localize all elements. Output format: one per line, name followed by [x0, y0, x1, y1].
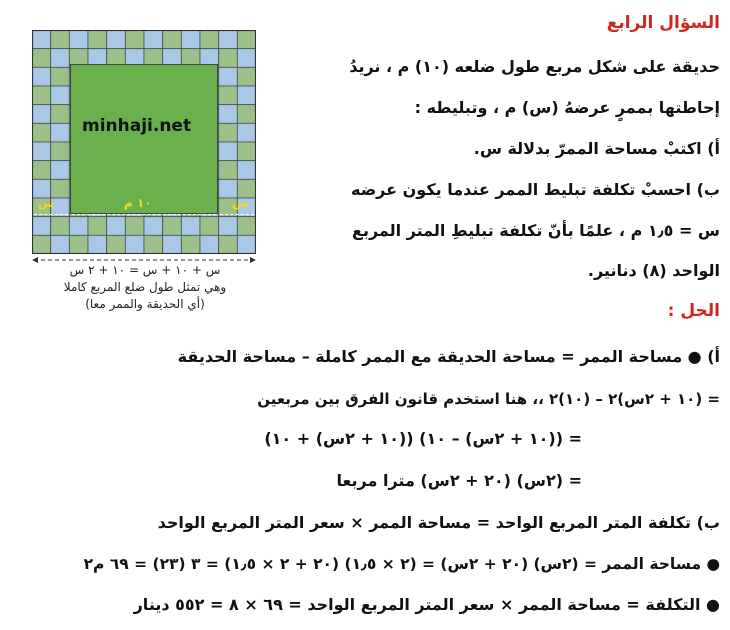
tile	[51, 235, 70, 254]
tile	[32, 30, 51, 49]
tile	[219, 235, 238, 254]
question-line-1: حديقة على شكل مربع طول ضلعه (١٠) م ، نريدُ	[349, 57, 720, 76]
solution-a-line-1: أ) ● مساحة الممر = مساحة الحديقة مع الممر كاملة – مساحة الحديقة	[177, 347, 720, 366]
tile	[219, 49, 238, 68]
figure-caption	[20, 262, 270, 313]
tile	[51, 30, 70, 49]
tile	[51, 123, 70, 142]
tile	[237, 161, 256, 180]
tile	[163, 235, 182, 254]
garden-area	[70, 64, 218, 214]
tile	[51, 161, 70, 180]
tile	[219, 67, 238, 86]
tile	[219, 217, 238, 236]
tile	[107, 235, 126, 254]
tile	[144, 217, 163, 236]
tile	[181, 235, 200, 254]
tile	[32, 49, 51, 68]
tile	[107, 30, 126, 49]
tile	[200, 235, 219, 254]
tile	[125, 217, 144, 236]
tile	[69, 30, 88, 49]
tile	[237, 49, 256, 68]
solution-a-line-4: = (٢س) (٢٠ + ٢س) مترا مربعا	[336, 471, 582, 490]
dimension-arrow-right	[220, 214, 254, 215]
solution-a-line-2: = (١٠ + ٢س)٢ – (١٠)٢ ،، هنا استخدم قانون الفرق بين مربعين	[257, 390, 720, 408]
solution-b-line-3: ● التكلفة = مساحة الممر × سعر المتر المربع الواحد = ٦٩ × ٨ = ٥٥٢ دينار	[133, 595, 720, 614]
question-line-3: أ) اكتبْ مساحة الممرّ بدلالة س.	[473, 139, 720, 158]
tile	[107, 217, 126, 236]
solution-title: الحل :	[667, 301, 720, 321]
question-line-4: ب) احسبْ تكلفة تبليط الممر عندما يكون عرضه	[351, 180, 720, 199]
tile	[163, 217, 182, 236]
tile	[51, 86, 70, 105]
tile	[51, 142, 70, 161]
caption-line-3: (أي الحديقة والممر معا)	[85, 297, 205, 311]
tile	[237, 67, 256, 86]
garden-figure	[32, 30, 256, 254]
tile	[200, 30, 219, 49]
solution-b-line-2: ● مساحة الممر = (٢س) (٢٠ + ٢س) = (٢ × ١٫٥) (٢٠ + ٢ × ١٫٥) = ٣ (٢٣) = ٦٩ م٢	[83, 555, 720, 573]
question-line-5: س = ١٫٥ م ، علمًا بأنّ تكلفة تبليطِ المتر المربع	[352, 221, 720, 240]
tile	[32, 86, 51, 105]
tile	[144, 235, 163, 254]
tile	[88, 217, 107, 236]
tile	[237, 217, 256, 236]
tile	[32, 217, 51, 236]
tile	[32, 105, 51, 124]
tile	[219, 123, 238, 142]
tile	[125, 235, 144, 254]
question-line-6: الواحد (٨) دنانير.	[587, 261, 720, 280]
tile	[125, 30, 144, 49]
tile	[237, 235, 256, 254]
tile	[219, 161, 238, 180]
caption-line-1: س + ١٠ + س = ١٠ + ٢ س	[69, 263, 221, 277]
tile	[237, 142, 256, 161]
tile	[32, 235, 51, 254]
tile	[32, 67, 51, 86]
tile	[237, 86, 256, 105]
tile	[88, 30, 107, 49]
tile	[88, 235, 107, 254]
caption-line-2: وهي تمثل طول ضلع المربع كاملا	[63, 280, 227, 294]
tile	[69, 235, 88, 254]
watermark: minhaji.net	[82, 116, 192, 136]
dimension-arrow-left	[34, 214, 68, 215]
tile	[219, 86, 238, 105]
question-line-2: إحاطتها بممرٍ عرضهُ (س) م ، وتبليطه :	[414, 98, 720, 117]
tile	[51, 67, 70, 86]
tile	[237, 30, 256, 49]
tile	[181, 217, 200, 236]
solution-a-line-3: = ((١٠ + ٢س) – ١٠) ((١٠ + ٢س) + ١٠)	[264, 429, 582, 448]
path-width-label-right: س	[232, 196, 249, 210]
tile	[144, 30, 163, 49]
tile	[219, 142, 238, 161]
tile	[237, 123, 256, 142]
tile	[219, 30, 238, 49]
garden-side-label: ١٠ م	[124, 196, 152, 210]
tile	[69, 217, 88, 236]
tile	[163, 30, 182, 49]
solution-b-line-1: ب) تكلفة المتر المربع الواحد = مساحة الممر × سعر المتر المربع الواحد	[157, 513, 720, 532]
tile	[219, 105, 238, 124]
tile	[32, 161, 51, 180]
tile	[181, 30, 200, 49]
tile	[237, 105, 256, 124]
tile	[51, 217, 70, 236]
tile	[32, 123, 51, 142]
path-width-label-left: س	[38, 196, 55, 210]
dimension-arrow-middle	[72, 214, 216, 215]
tile	[51, 49, 70, 68]
tile	[32, 142, 51, 161]
tile	[200, 217, 219, 236]
tile	[51, 105, 70, 124]
question-title: السؤال الرابع	[606, 13, 720, 33]
